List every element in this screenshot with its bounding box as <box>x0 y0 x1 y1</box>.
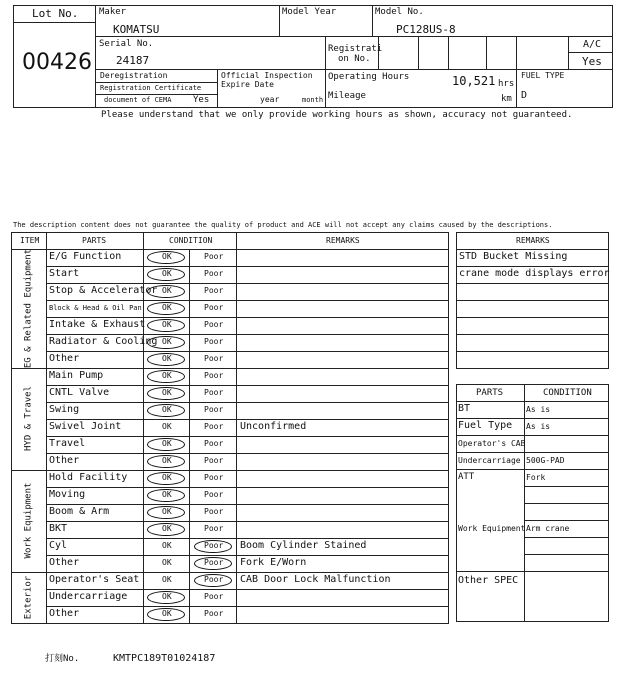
part-name: Travel <box>49 438 86 449</box>
deregistration-label: Deregistration <box>100 71 168 80</box>
att-sub-divider <box>524 486 609 487</box>
part-name: E/G Function <box>49 251 122 262</box>
part-name: Moving <box>49 489 86 500</box>
hrs-unit: hrs <box>498 79 515 89</box>
table-row <box>46 351 449 368</box>
row-remark: Fork E/Worn <box>240 557 307 568</box>
ok-circle-mark <box>147 251 185 264</box>
ok-option: OK <box>162 371 172 380</box>
stamp-no-value: KMTPC189T01024187 <box>113 653 216 664</box>
ok-circle-mark <box>147 319 185 332</box>
hours-label: Operating Hours <box>328 72 410 82</box>
row-remark: CAB Door Lock Malfunction <box>240 574 391 585</box>
ok-option: OK <box>162 541 172 550</box>
ok-option: OK <box>162 354 172 363</box>
ok-circle-mark <box>147 591 185 604</box>
ok-option: OK <box>162 286 172 295</box>
fuel-type-value: D <box>521 90 528 101</box>
ac-label: A/C <box>583 39 602 50</box>
part-name: Cyl <box>49 540 68 551</box>
poor-option: Poor <box>204 439 224 448</box>
hours-notice: Please understand that we only provide working hours as shown, accuracy not guaranteed. <box>101 110 573 120</box>
remarks-row-divider <box>456 283 609 284</box>
mileage-label: Mileage <box>328 91 366 101</box>
spec-condition-header: CONDITION <box>543 388 592 398</box>
ok-option: OK <box>162 592 172 601</box>
fuel-type-label: FUEL TYPE <box>521 71 565 80</box>
spec-condition: 500G-PAD <box>526 456 565 465</box>
part-name: Other <box>49 455 80 466</box>
poor-option: Poor <box>204 303 224 312</box>
col-remarks-header: REMARKS <box>326 236 360 245</box>
part-name: Block & Head & Oil Pan <box>49 304 142 312</box>
poor-option: Poor <box>204 252 224 261</box>
maker-label: Maker <box>99 7 127 17</box>
poor-option: Poor <box>204 541 224 550</box>
spec-header-divider <box>456 401 609 402</box>
group-label: Work Equipment <box>23 482 33 559</box>
registration-label-2: on No. <box>338 54 371 64</box>
remarks-row-divider <box>456 351 609 352</box>
spec-condition: As is <box>526 422 551 431</box>
ok-option: OK <box>162 422 172 431</box>
cema-value: Yes <box>193 95 210 105</box>
remark-line: crane mode displays error <box>459 268 610 279</box>
poor-option: Poor <box>204 354 224 363</box>
remarks-header: REMARKS <box>516 236 550 245</box>
poor-option: Poor <box>204 507 224 516</box>
remark-line: STD Bucket Missing <box>459 251 568 262</box>
ok-option: OK <box>162 524 172 533</box>
ok-option: OK <box>162 439 172 448</box>
spec-part: Fuel Type <box>458 420 513 431</box>
poor-option: Poor <box>204 456 224 465</box>
ok-circle-mark <box>147 455 185 468</box>
poor-option: Poor <box>204 269 224 278</box>
row-remark: Boom Cylinder Stained <box>240 540 367 551</box>
ok-circle-mark <box>147 370 185 383</box>
remarks-row-divider <box>456 334 609 335</box>
group-label: Exterior <box>23 575 33 619</box>
work-sub-divider <box>524 554 609 555</box>
spec-row-divider <box>456 452 609 453</box>
remarks-header-divider <box>456 249 609 250</box>
part-name: Other <box>49 353 80 364</box>
spec-row-divider <box>456 571 609 572</box>
poor-option: Poor <box>204 320 224 329</box>
ok-option: OK <box>162 252 172 261</box>
att-label: ATT <box>458 472 475 482</box>
part-name: Main Pump <box>49 370 104 381</box>
ok-option: OK <box>162 558 172 567</box>
ok-circle-mark <box>147 336 185 349</box>
poor-option: Poor <box>204 490 224 499</box>
spec-parts-header: PARTS <box>476 388 504 398</box>
table-row <box>46 453 449 470</box>
part-name: CNTL Valve <box>49 387 110 398</box>
part-name: Other <box>49 608 80 619</box>
ok-circle-mark <box>147 268 185 281</box>
att-sub-divider <box>524 503 609 504</box>
work-equipment-value: Arm crane <box>526 524 570 533</box>
year-label: year <box>260 95 280 104</box>
poor-option: Poor <box>204 524 224 533</box>
serial-value: 24187 <box>116 54 150 67</box>
ok-option: OK <box>162 507 172 516</box>
part-name: Undercarriage <box>49 591 128 602</box>
group-label: EG & Related Equipment <box>23 248 33 368</box>
part-name: Hold Facility <box>49 472 128 483</box>
work-sub-divider <box>524 537 609 538</box>
remarks-row-divider <box>456 300 609 301</box>
poor-option: Poor <box>204 422 224 431</box>
spec-row-divider <box>456 469 609 470</box>
poor-option: Poor <box>204 371 224 380</box>
ok-circle-mark <box>147 489 185 502</box>
table-row <box>46 402 449 419</box>
model-year-label: Model Year <box>282 7 337 17</box>
cema-label: document of CEMA <box>104 96 172 104</box>
poor-circle-mark <box>194 540 232 553</box>
part-name: Swivel Joint <box>49 421 122 432</box>
poor-option: Poor <box>204 337 224 346</box>
poor-option: Poor <box>204 388 224 397</box>
table-row <box>46 436 449 453</box>
part-name: Swing <box>49 404 80 415</box>
ok-circle-mark <box>147 523 185 536</box>
ok-circle-mark <box>147 472 185 485</box>
part-name: Stop & Accelerator <box>49 285 158 296</box>
ok-option: OK <box>162 575 172 584</box>
ok-circle-mark <box>147 438 185 451</box>
reg-certificate-label: Registration Certificate <box>100 84 202 92</box>
table-row <box>46 521 449 538</box>
group-label: HYD & Travel <box>23 385 33 452</box>
poor-option: Poor <box>204 592 224 601</box>
spec-part: BT <box>458 403 471 414</box>
table-row <box>46 606 449 623</box>
part-name: BKT <box>49 523 68 534</box>
col-condition-header: CONDITION <box>169 236 213 245</box>
part-name: Radiator & Cooling <box>49 336 158 347</box>
maker-value: KOMATSU <box>113 23 160 36</box>
part-name: Boom & Arm <box>49 506 110 517</box>
ok-option: OK <box>162 405 172 414</box>
ok-circle-mark <box>147 302 185 315</box>
ok-option: OK <box>162 388 172 397</box>
att-value: Fork <box>526 473 546 482</box>
lot-label: Lot No. <box>32 7 79 20</box>
part-name: Start <box>49 268 80 279</box>
poor-option: Poor <box>204 558 224 567</box>
model-no-label: Model No. <box>375 7 424 17</box>
other-spec-label: Other SPEC <box>458 575 519 586</box>
ok-circle-mark <box>147 404 185 417</box>
remarks-row-divider <box>456 266 609 267</box>
spec-part: Undercarriage <box>458 456 521 465</box>
spec-row-divider <box>456 418 609 419</box>
part-name: Operator's Seat <box>49 574 140 585</box>
hours-value: 10,521 <box>452 74 496 88</box>
part-name: Other <box>49 557 80 568</box>
table-row <box>46 368 449 385</box>
spec-condition: As is <box>526 405 551 414</box>
ok-circle-mark <box>147 608 185 621</box>
lot-number: 00426 <box>22 50 92 75</box>
part-name: Intake & Exhaust <box>49 319 146 330</box>
ok-option: OK <box>162 303 172 312</box>
ok-option: OK <box>162 337 172 346</box>
att-sub-divider <box>524 520 609 521</box>
serial-label: Serial No. <box>99 39 154 49</box>
spec-part: Operator's CAB <box>458 439 526 448</box>
registration-label-1: Registrati <box>328 44 383 54</box>
month-label: month <box>302 96 324 104</box>
ok-option: OK <box>162 456 172 465</box>
table-row <box>46 487 449 504</box>
ok-circle-mark <box>147 387 185 400</box>
poor-option: Poor <box>204 609 224 618</box>
poor-circle-mark <box>194 574 232 587</box>
table-row <box>46 266 449 283</box>
ok-circle-mark <box>147 285 185 298</box>
poor-option: Poor <box>204 575 224 584</box>
remarks-row-divider <box>456 317 609 318</box>
ac-value: Yes <box>582 55 602 68</box>
inspection-label-1: Official Inspection <box>221 71 313 80</box>
ok-option: OK <box>162 320 172 329</box>
poor-circle-mark <box>194 557 232 570</box>
poor-option: Poor <box>204 405 224 414</box>
poor-option: Poor <box>204 286 224 295</box>
ok-circle-mark <box>147 353 185 366</box>
col-item-header: ITEM <box>20 236 40 245</box>
ok-option: OK <box>162 609 172 618</box>
ok-option: OK <box>162 490 172 499</box>
ok-circle-mark <box>147 506 185 519</box>
model-no-value: PC128US-8 <box>396 23 456 36</box>
row-remark: Unconfirmed <box>240 421 307 432</box>
poor-option: Poor <box>204 473 224 482</box>
stamp-no-label: 打刻No. <box>45 654 80 664</box>
ok-option: OK <box>162 269 172 278</box>
work-equipment-label: Work Equipment <box>458 524 526 533</box>
km-unit: km <box>501 94 512 104</box>
ok-option: OK <box>162 473 172 482</box>
col-parts-header: PARTS <box>82 236 107 245</box>
spec-row-divider <box>456 435 609 436</box>
disclaimer: The description content does not guarantee the quality of product and ACE will not accept any claims caused by the descriptions. <box>13 221 553 229</box>
inspection-label-2: Expire Date <box>221 80 274 89</box>
